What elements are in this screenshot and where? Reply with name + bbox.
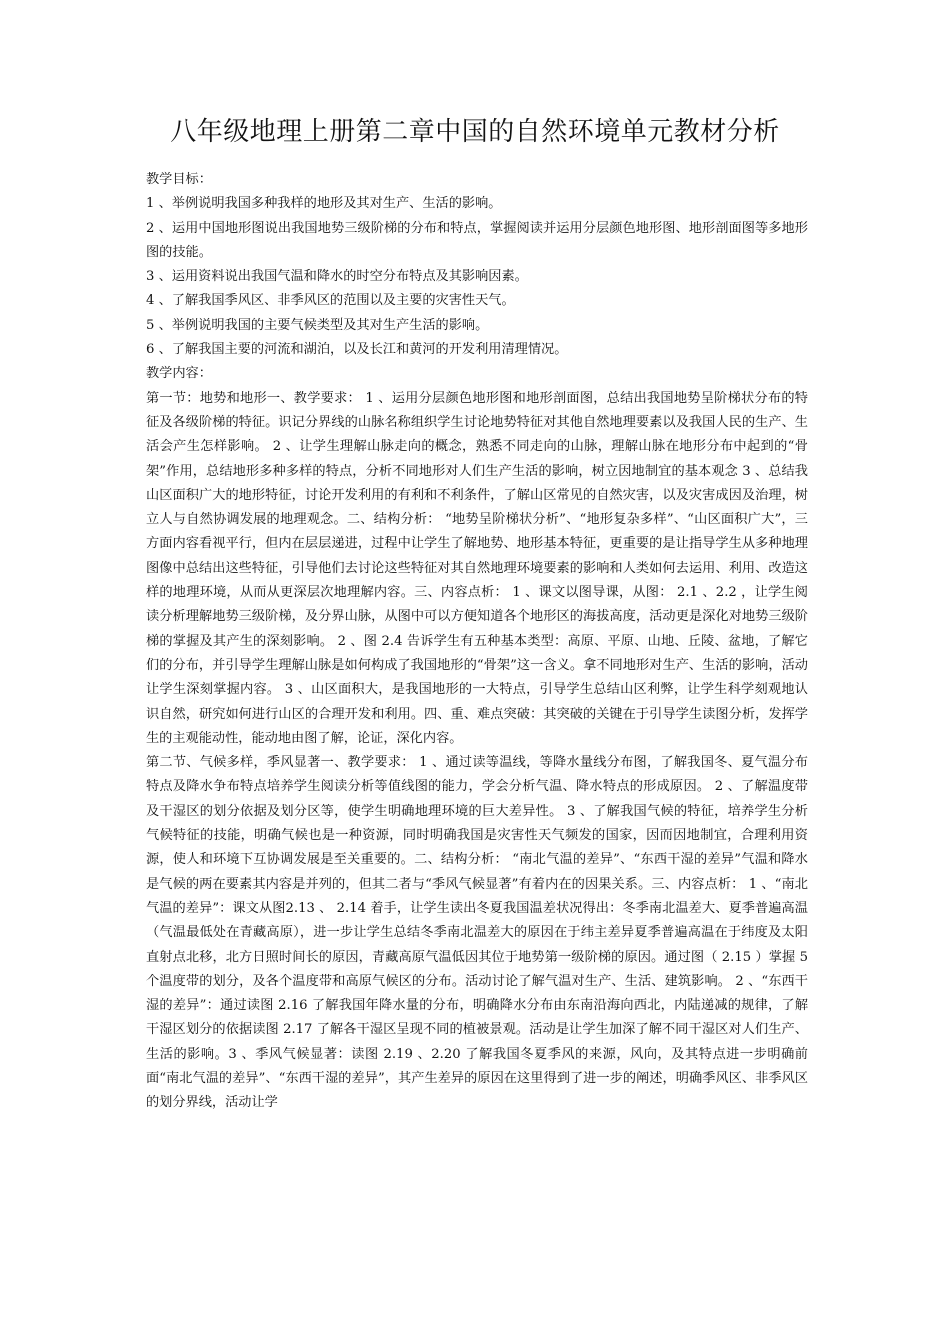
section-heading-content: 教学内容： bbox=[146, 366, 212, 382]
section-heading-objectives: 教学目标： bbox=[146, 172, 212, 187]
content-section-2: 第二节、气候多样，季风显著一、教学要求： 1 、通过读等温线，等降水量线分布图，了解我国冬、夏气温分布特点及降水争布特点培养学生阅读分析等值线图的能力，学会分析气温、降水特点的形成原因。 2 、了解温度带及干湿区的划分依据及划分区等，使学生明确地理环境的巨大差异性。 3 、了解我国气候的特征，培养学生分析气候特征的技能，明确气候也是一种资源，同时明确我国是灾害性天气频发的国家，因而因地制宜，合理利用资源，使人和环境下互协调发展是至关重要的。二、结构分析： “南北气温的差异”、“东西干湿的差异”气温和降水是气候的两在要素其内容是并列的，但其二者与“季风气候显著”有着内在的因果关系。三、内容点析： 1 、“南北气温的差异”：课文从图2.13 、 2.14 着手，让学生读出冬夏我国温差状况得出：冬季南北温差大、夏季普遍高温（气温最低处在青藏高原），进一步让学生总结冬季南北温差大的原因在于纬主差异夏季普遍高温在于纬度及太阳直射点北移，北方日照时间长的原因，青藏高原气温低因其位于地势第一级阶梯的原因。通过图（ 2.15 ）掌握 5 个温度带的划分，及各个温度带和高原气候区的分布。活动讨论了解气温对生产、生活、建筑影响。 2 、“东西干湿的差异”：通过读图 2.16 了解我国年降水量的分布，明确降水分布由东南沿海向西北，内陆递减的规律，了解干湿区划分的依据读图 2.17 了解各干湿区呈现不同的植被景观。活动是让学生加深了解不同干湿区对人们生产、生活的影响。3 、季风气候显著：读图 2.19 、2.20 了解我国冬夏季风的来源，风向，及其特点进一步明确前面“南北气温的差异”、“东西干湿的差异”，其产生差异的原因在这里得到了进一步的阐述，明确季风区、非季风区的划分界线，活动让学 bbox=[146, 755, 808, 1111]
page-title: 八年级地理上册第二章中国的自然环境单元教材分析 bbox=[170, 117, 780, 147]
objective-item-5: 5 、举例说明我国的主要气候类型及其对生产生活的影响。 bbox=[146, 317, 489, 333]
objective-item-1: 1 、举例说明我国多种我样的地形及其对生产、生活的影响。 bbox=[146, 196, 502, 212]
document-body bbox=[146, 168, 808, 1116]
content-section-1: 第一节：地势和地形一、教学要求： 1 、运用分层颜色地形图和地形剖面图，总结出我国地势呈阶梯状分布的特征及各级阶梯的特征。识记分界线的山脉名称组织学生讨论地势特征对其他自然地理要素以及我国人民的生产、生活会产生怎样影响。 2 、让学生理解山脉走向的概念，熟悉不同走向的山脉，理解山脉在地形分布中起到的“骨架”作用，总结地形多种多样的特点，分析不同地形对人们生产生活的影响，树立因地制宜的基本观念 3 、总结我山区面积广大的地形特征，讨论开发利用的有利和不利条件，了解山区常见的自然灾害，以及灾害成因及治理，树立人与自然协调发展的地理观念。二、结构分析： “地势呈阶梯状分析”、“地形复杂多样”、“山区面积广大”，三方面内容看视平行，但内在层层递进，过程中让学生了解地势、地形基本特征，更重要的是让指导学生从多种地理图像中总结出这些特征，引导他们去讨论这些特征对其自然地理环境要素的影响和人类如何去运用、利用、改造这样的地理环境，从而从更深层次地理解内容。三、内容点析： 1 、课文以图导课，从图： 2.1 、2.2 ，让学生阅读分析理解地势三级阶梯，及分界山脉，从图中可以方便知道各个地形区的海拔高度，活动更是深化对地势三级阶梯的掌握及其产生的深刻影响。 2 、图 2.4 告诉学生有五种基本类型：高原、平原、山地、丘陵、盆地，了解它们的分布，并引导学生理解山脉是如何构成了我国地形的“骨架”这一含义。拿不同地形对生产、生活的影响，活动让学生深刻掌握内容。 3 、山区面积大，是我国地形的一大特点，引导学生总结山区利弊，让学生科学刻观地认识自然，研究如何进行山区的合理开发和利用。四、重、难点突破：其突破的关键在于引导学生读图分析，发挥学生的主观能动性，能动地由图了解，论证，深化内容。 bbox=[146, 390, 808, 746]
objective-item-4: 4 、了解我国季风区、非季风区的范围以及主要的灾害性天气。 bbox=[146, 293, 515, 309]
objective-item-2: 2 、运用中国地形图说出我国地势三级阶梯的分布和特点，掌握阅读并运用分层颜色地形图、地形剖面图等多地形图的技能。 bbox=[146, 220, 808, 260]
objective-item-6: 6 、了解我国主要的河流和湖泊，以及长江和黄河的开发利用清理情况。 bbox=[146, 342, 568, 358]
objective-item-3: 3 、运用资料说出我国气温和降水的时空分布特点及其影响因素。 bbox=[146, 269, 528, 285]
